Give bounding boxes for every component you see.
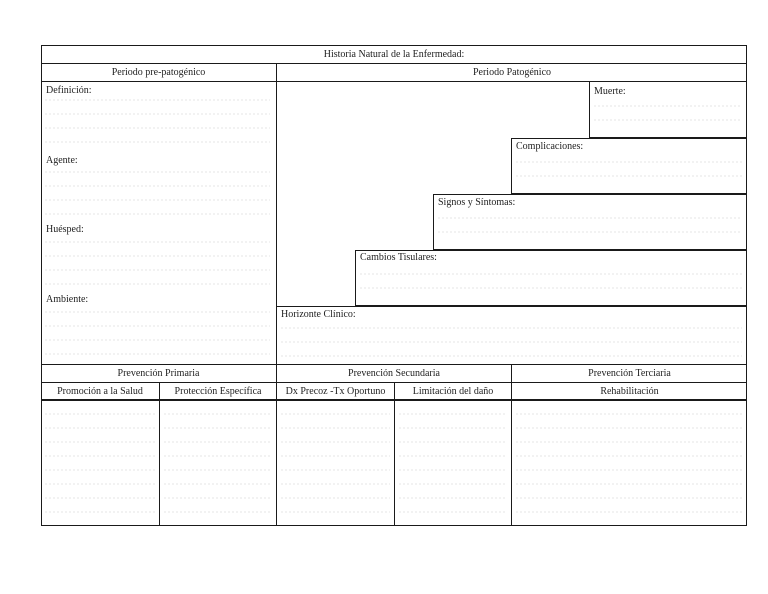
- cambios-label: Cambios Tisulares:: [360, 252, 437, 263]
- agente-label: Agente:: [46, 155, 78, 166]
- huesped-label: Huésped:: [46, 224, 84, 235]
- form-title: Historia Natural de la Enfermedad:: [323, 49, 465, 60]
- muerte-label: Muerte:: [594, 86, 626, 97]
- complicaciones-label: Complicaciones:: [516, 141, 584, 152]
- signos-label: Signos y Síntomas:: [438, 197, 516, 208]
- rehabilitacion-header: Rehabilitación: [600, 386, 659, 397]
- prevencion-secundaria-header: Prevención Secundaria: [348, 368, 440, 379]
- limitacion-header: Limitación del daño: [412, 386, 494, 397]
- prepatogenico-header: Periodo pre-patogénico: [111, 67, 206, 78]
- prevencion-terciaria-header: Prevención Terciaria: [588, 368, 671, 379]
- promocion-header: Promoción a la Salud: [57, 386, 143, 397]
- prevencion-primaria-header: Prevención Primaria: [117, 368, 200, 379]
- horizonte-label: Horizonte Clínico:: [281, 309, 356, 320]
- dx-header: Dx Precoz -Tx Oportuno: [285, 386, 386, 397]
- proteccion-header: Protección Específica: [174, 386, 262, 397]
- definicion-label: Definición:: [46, 85, 92, 96]
- ambiente-label: Ambiente:: [46, 294, 89, 305]
- patogenico-header: Periodo Patogénico: [472, 67, 552, 78]
